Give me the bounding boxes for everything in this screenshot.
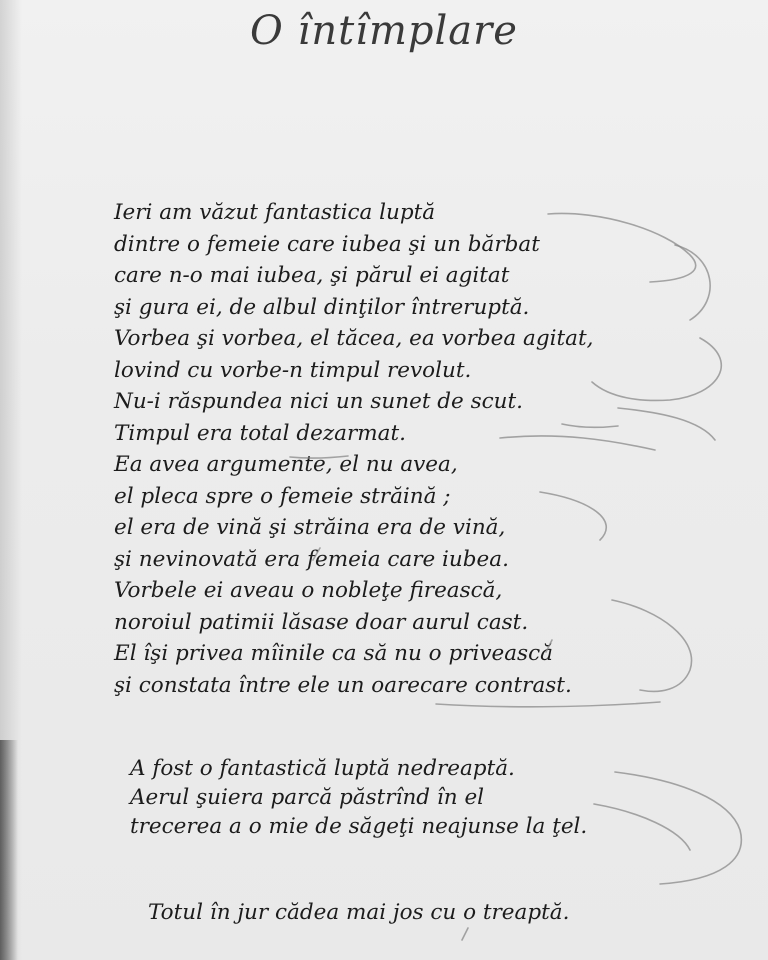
pencil-mark-jos	[462, 928, 468, 940]
poem-line: Totul în jur cădea mai jos cu o treaptă.	[148, 900, 570, 925]
poem-line: lovind cu vorbe-n timpul revolut.	[114, 357, 472, 383]
pencil-arc-2	[675, 245, 710, 320]
pencil-arc-3	[592, 338, 721, 400]
poem-line: Vorbea şi vorbea, el tăcea, ea vorbea agitat,	[114, 326, 594, 351]
pencil-arc-9	[594, 804, 690, 850]
pencil-arc-4	[618, 408, 715, 440]
poem-line: el pleca spre o femeie străină ;	[114, 483, 451, 509]
poem-line: Timpul era total dezarmat.	[114, 420, 406, 446]
page-corner-shadow	[0, 740, 18, 960]
poem-line: el era de vină şi străina era de vină,	[114, 515, 506, 540]
poem-line: Aerul şuiera parcă păstrînd în el	[130, 785, 485, 810]
poem-line: şi gura ei, de albul dinţilor întreruptă.	[114, 294, 530, 320]
pencil-arc-7	[612, 600, 692, 691]
stanza-1	[114, 197, 593, 701]
poem-line: Ea avea argumente, el nu avea,	[114, 452, 458, 477]
poem-line: trecerea a o mie de săgeţi neajunse la ţel.	[130, 814, 588, 839]
poem-line: dintre o femeie care iubea şi un bărbat	[114, 231, 540, 257]
stanza-3	[148, 897, 569, 929]
stanza-2	[130, 754, 587, 841]
poem-line: El îşi privea mîinile ca să nu o privească	[114, 641, 553, 666]
poem-line: Ieri am văzut fantastica luptă	[114, 200, 436, 225]
pencil-underline-oarecare	[436, 702, 660, 707]
poem-title: O întîmplare	[250, 8, 518, 54]
pencil-arc-8	[615, 772, 741, 884]
poem-line: care n-o mai iubea, şi părul ei agitat	[114, 263, 510, 288]
poem-line: Nu-i răspundea nici un sunet de scut.	[114, 389, 524, 414]
poem-line: Vorbele ei aveau o nobleţe firească,	[114, 578, 503, 603]
poem-line: şi nevinovată era femeia care iubea.	[114, 546, 509, 572]
poem-line: noroiul patimii lăsase doar aurul cast.	[114, 609, 529, 635]
poem-line: şi constata între ele un oarecare contrast.	[114, 672, 572, 698]
poem-line: A fost o fantastică luptă nedreaptă.	[130, 756, 515, 781]
